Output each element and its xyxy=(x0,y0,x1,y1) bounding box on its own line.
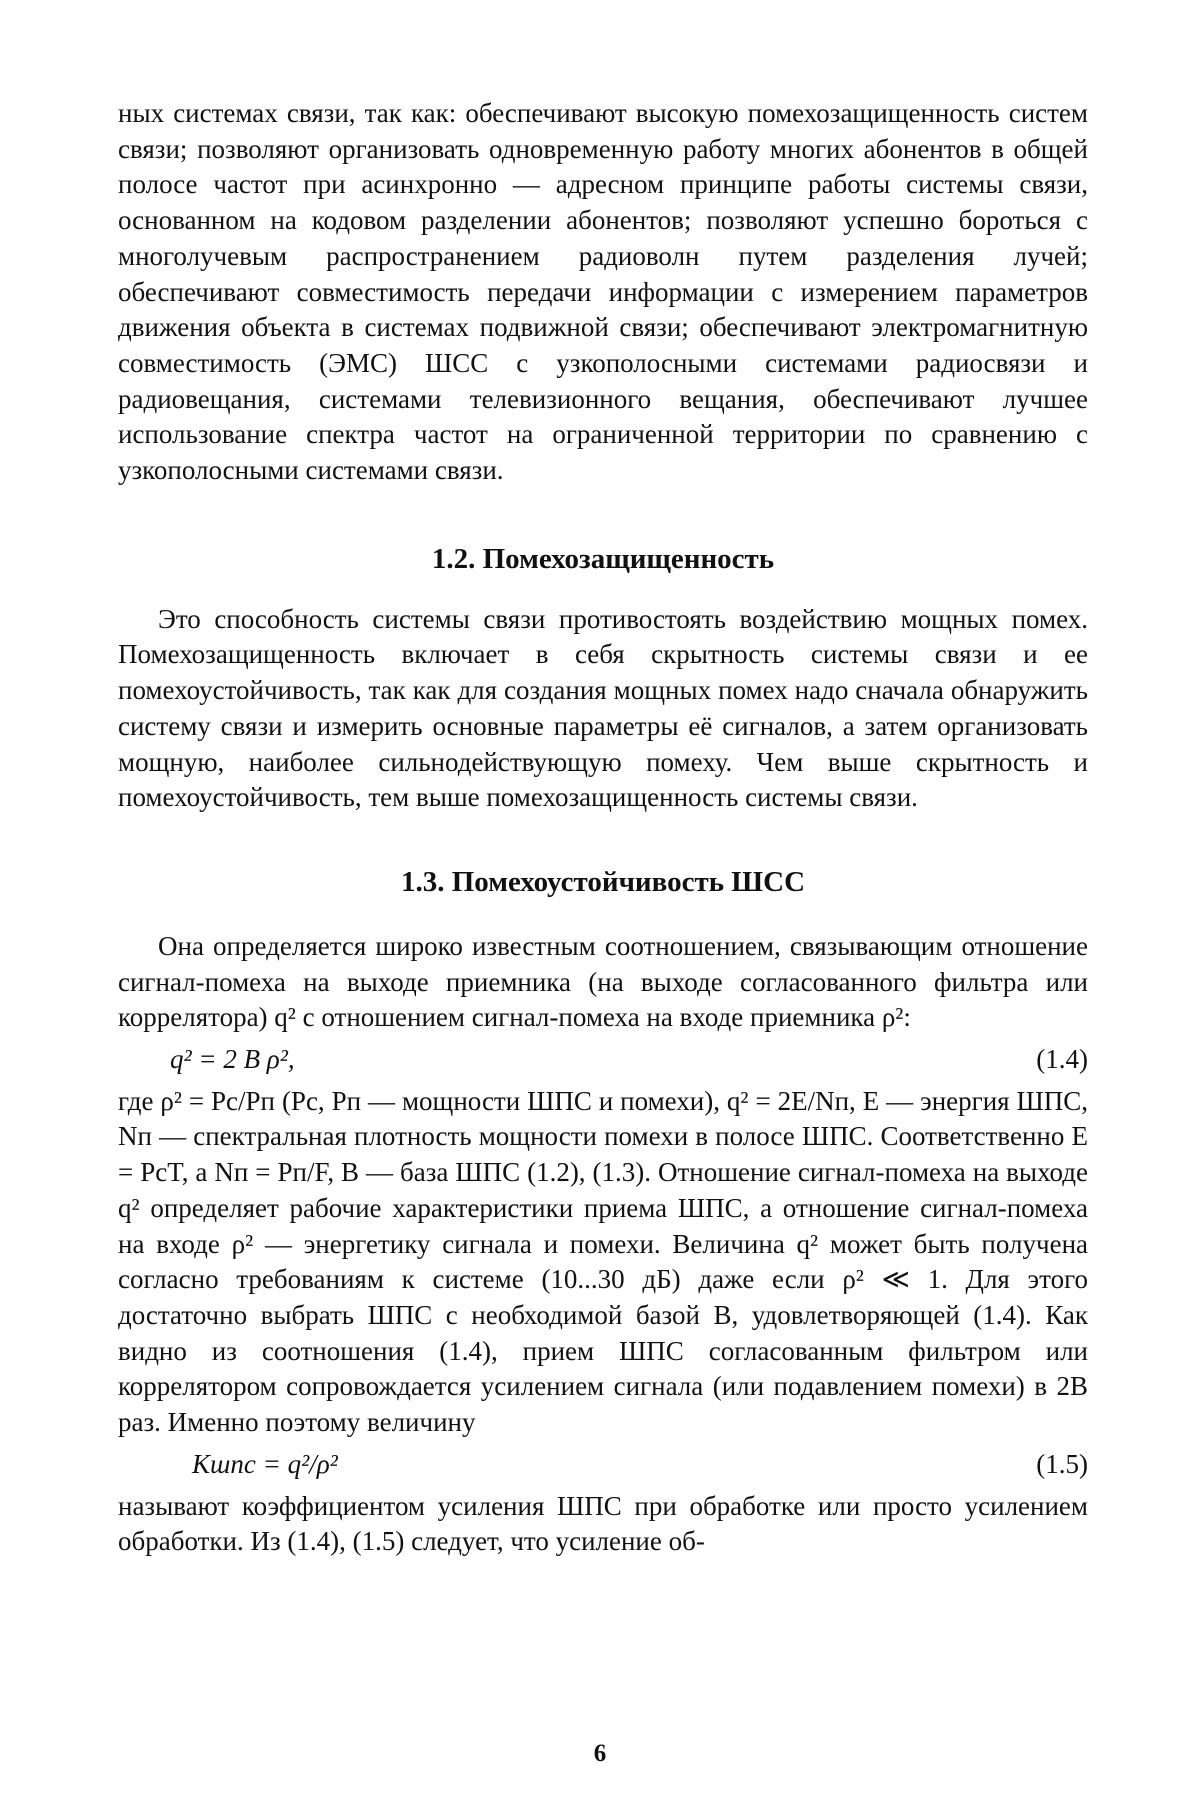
section-1-2-paragraph: Это способность системы связи противостоять воздействию мощных помех. Помехозащищенность включает в себя скрытность системы связи и ее помехоустойчивость, так как для создания мощных помех надо сначала обнаружить систему связи и измерить основные параметры её сигналов, а затем организовать мощную, наиболее сильнодействующую помеху. Чем выше скрытность и помехоустойчивость, тем выше помехозащищенность системы связи. xyxy=(118,603,1088,813)
section-1-3-heading: 1.3. Помехоустойчивость ШСС xyxy=(400,865,806,898)
equation-1-5-expression: Kшпс = q²/ρ² xyxy=(192,1448,338,1479)
section-1-3-paragraph-3: называют коэффициентом усиления ШПС при обработке или просто усилением обработки. Из (1.4), (1.5) следует, что усиление об- xyxy=(118,1490,1088,1557)
section-1-2-heading: 1.2. Помехозащищенность xyxy=(431,542,775,575)
equation-1-4 xyxy=(118,1042,1088,1078)
equation-1-4-expression: q² = 2 B ρ², xyxy=(170,1044,295,1075)
page-number: 6 xyxy=(593,1740,607,1767)
section-1-3-paragraph-2: где ρ² = Pс/Pп (Pс, Pп — мощности ШПС и помехи), q² = 2E/Nп, E — энергия ШПС, Nп — спектральная плотность мощности помехи в полосе ШПС. Соответственно E = PсT, а Nп = Pп/F, B — база ШПС (1.2), (1.3). Отношение сигнал-помеха на выходе q² определяет рабочие характеристики приема ШПС, а отношение сигнал-помеха на входе ρ² — энергетику сигнала и помехи. Величина q² может быть получена согласно требованиям к системе (10...30 дБ) даже если ρ² ≪ 1. Для этого достаточно выбрать ШПС с необходимой базой B, удовлетворяющей (1.4). Как видно из соотношения (1.4), прием ШПС согласованным фильтром или коррелятором сопровождается усилением сигнала (или подавлением помехи) в 2B раз. Именно поэтому величину xyxy=(118,1085,1088,1438)
equation-1-5 xyxy=(118,1447,1088,1483)
intro-paragraph: ных системах связи, так как: обеспечивают высокую помехозащищенность систем связи; позволяют организовать одновременную работу многих абонентов в общей полосе частот при асинхронно — адресном принципе работы системы связи, основанном на кодовом разделении абонентов; позволяют успешно бороться с многолучевым распространением радиоволн путем разделения лучей; обеспечивают совместимость передачи информации с измерением параметров движения объекта в системах подвижной связи; обеспечивают электромагнитную совместимость (ЭМС) ШСС с узкополосными системами радиосвязи и радиовещания, системами телевизионного вещания, обеспечивают лучшее использование спектра частот на ограниченной территории по сравнению с узкополосными системами связи. xyxy=(118,98,1088,486)
section-1-3-paragraph-1: Она определяется широко известным соотношением, связывающим отношение сигнал-помеха на выходе приемника (на выходе согласованного фильтра или коррелятора) q² с отношением сигнал-помеха на входе приемника ρ²: xyxy=(118,930,1088,1033)
equation-1-4-number: (1.4) xyxy=(1036,1044,1088,1075)
equation-1-5-number: (1.5) xyxy=(1036,1448,1088,1479)
